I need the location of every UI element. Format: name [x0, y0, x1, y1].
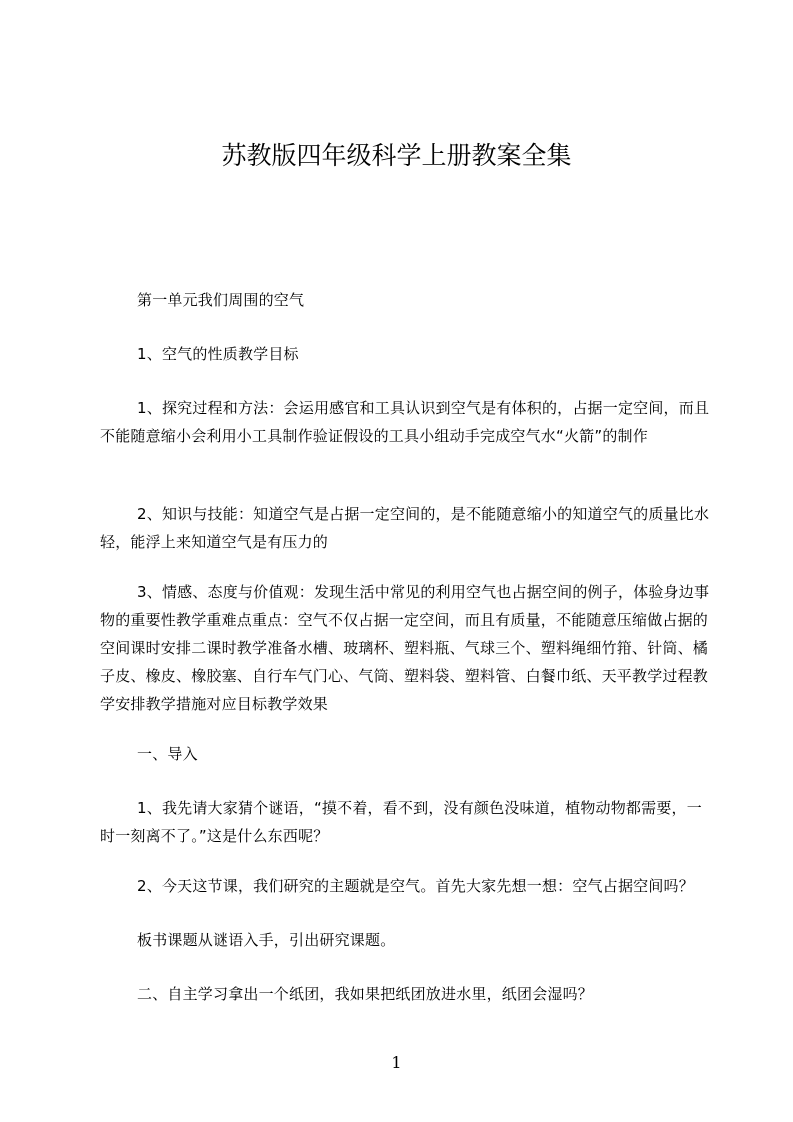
paragraph-self-study: 二、自主学习拿出一个纸团，我如果把纸团放进水里，纸团会湿吗？: [137, 985, 594, 1003]
paragraph-lesson-heading: 1、空气的性质教学目标: [137, 345, 299, 363]
paragraph-topic: 2、今天这节课，我们研究的主题就是空气。首先大家先想一想：空气占据空间吗？: [137, 877, 694, 895]
paragraph-objective-3: 3、情感、态度与价值观：发现生活中常见的利用空气也占据空间的例子，体验身边事物的重要性教学重难点重点：空气不仅占据一定空间，而且有质量，不能随意压缩做占据的空间课时安排二课时教学准备水槽、玻璃杯、塑料瓶、气球三个、塑料绳细竹箝、针筒、橘子皮、橡皮、橡胶塞、自行车气门心、气筒、塑料袋、塑料管、白餐巾纸、天平教学过程教学安排教学措施对应目标教学效果: [100, 583, 710, 713]
paragraph-objective-2: 2、知识与技能：知道空气是占据一定空间的，是不能随意缩小的知道空气的质量比水轻，能浮上来知道空气是有压力的: [100, 505, 710, 551]
paragraph-section-intro: 一、导入: [137, 745, 198, 763]
document-title: 苏教版四年级科学上册教案全集: [221, 141, 572, 170]
paragraph-riddle: 1、我先请大家猜个谜语，“摸不着，看不到，没有颜色没味道，植物动物都需要，一时一刻离不了。”这是什么东西呢？: [100, 799, 702, 845]
page-number: 1: [391, 1053, 402, 1072]
paragraph-unit-heading: 第一单元我们周围的空气: [137, 291, 305, 309]
paragraph-objective-1: 1、探究过程和方法：会运用感官和工具认识到空气是有体积的，占据一定空间，而且不能随意缩小会利用小工具制作验证假设的工具小组动手完成空气水“火箭”的制作: [100, 399, 710, 445]
paragraph-board-title: 板书课题从谜语入手，引出研究课题。: [137, 931, 396, 949]
